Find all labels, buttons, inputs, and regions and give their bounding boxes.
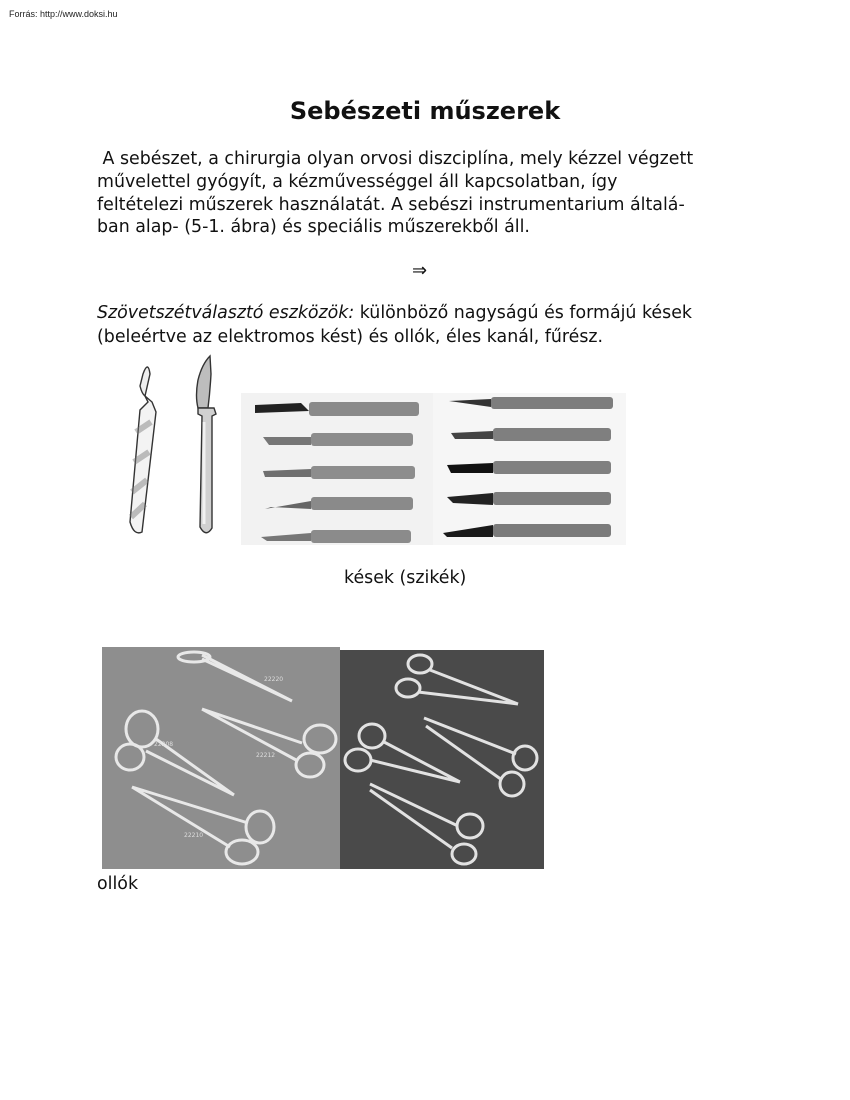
arrow-symbol: ⇒ (412, 260, 428, 281)
intro-line: A sebészet, a chirurgia olyan orvosi diszciplína, mely kézzel végzett (97, 149, 694, 169)
intro-line: feltételezi műszerek használatát. A sebészi instrumentarium általá- (97, 194, 685, 215)
page-title: Sebészeti műszerek (289, 97, 561, 125)
catalog-number: 22208 (154, 741, 174, 748)
catalog-number: 22220 (264, 676, 284, 683)
scalpel-photo (241, 393, 626, 545)
knives-caption: kések (szikék) (344, 568, 467, 588)
scalpel-left (130, 367, 156, 533)
scalpel-right (197, 356, 217, 533)
tools-line (97, 302, 767, 326)
tools-term: Szövetszétválasztó eszközök: (97, 303, 355, 323)
scissors-caption: ollók (97, 874, 139, 894)
source-line: Forrás: http://www.doksi.hu (9, 9, 118, 19)
intro-line: művelettel gyógyít, a kézművességgel áll kapcsolatban, így (97, 171, 618, 192)
catalog-number: 22210 (184, 832, 204, 839)
tools-description: különböző nagyságú és formájú kések (354, 303, 692, 323)
catalog-number: 22212 (256, 752, 276, 759)
tools-line: (beleértve az elektromos kést) és ollók, éles kanál, fűrész. (97, 326, 604, 347)
scissors-photo-right (340, 650, 544, 869)
scissors-photo-left (102, 647, 340, 869)
intro-paragraph (97, 148, 757, 239)
intro-line: ban alap- (5-1. ábra) és speciális műszerekből áll. (97, 217, 530, 238)
scalpel-drawing (118, 352, 223, 540)
tools-paragraph (97, 302, 767, 349)
